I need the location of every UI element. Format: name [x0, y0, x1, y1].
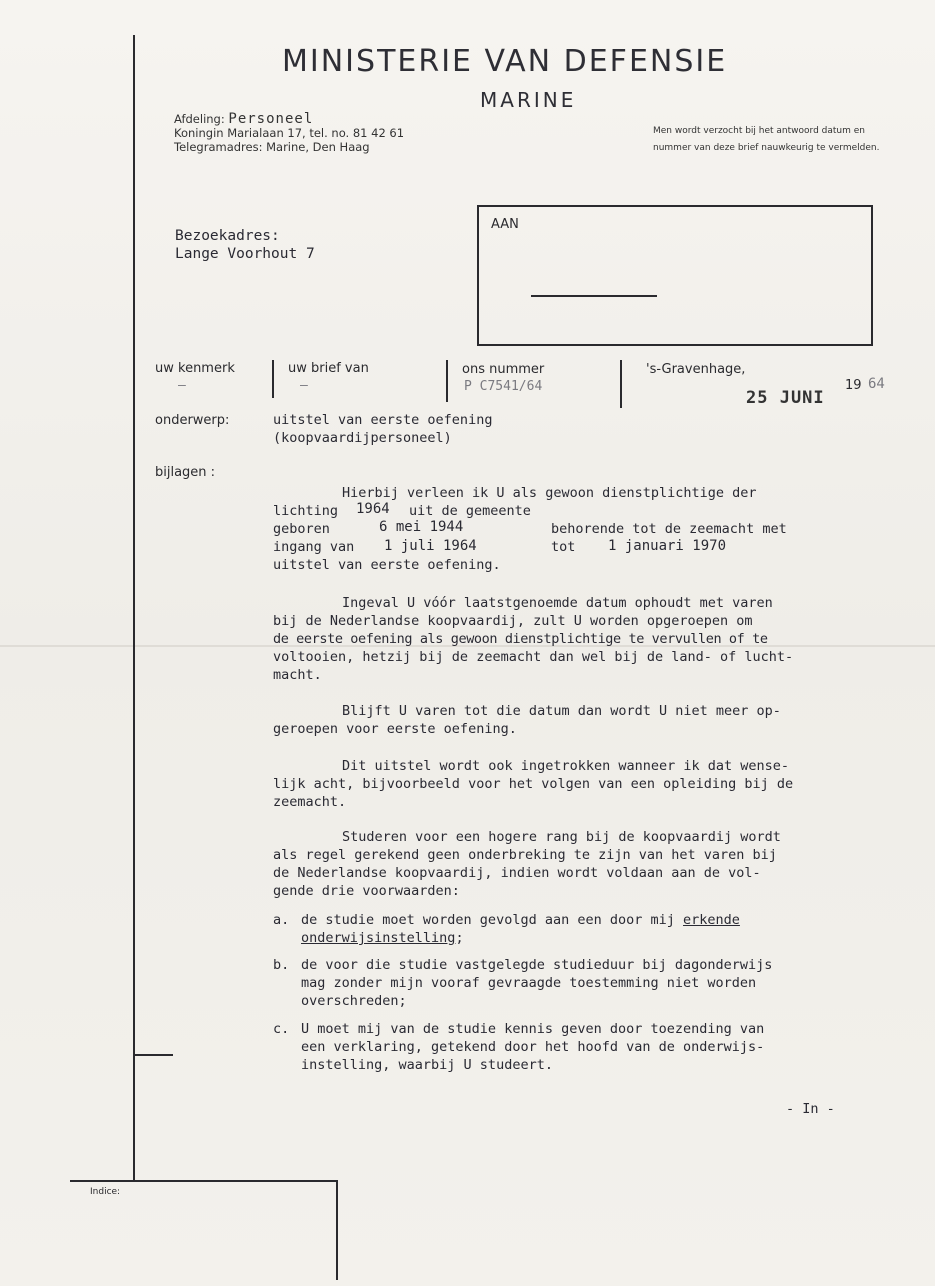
p2-line1: Ingeval U vóór laatstgenoemde datum ophoudt met varen — [342, 595, 773, 611]
place-label: 's-Gravenhage, — [646, 362, 746, 377]
uw-brief-label: uw brief van — [288, 361, 369, 376]
item-a-recognised: erkende — [683, 912, 740, 928]
item-a-line2 — [301, 929, 464, 947]
item-c-line2: een verklaring, getekend door het hoofd van de onderwijs- — [301, 1039, 765, 1055]
subject-line1: uitstel van eerste oefening — [273, 412, 493, 428]
p2-line3: de eerste oefening als gewoon dienstplichtige te vervullen of te — [273, 631, 768, 647]
item-c-marker: c. — [273, 1021, 290, 1037]
ministry-title: MINISTERIE VAN DEFENSIE — [282, 44, 728, 79]
ons-nummer-label: ons nummer — [462, 362, 545, 377]
p1-lichting-fill: 1964 — [356, 501, 390, 517]
item-a-line1 — [301, 911, 740, 929]
item-a-line1-text: de studie moet worden gevolgd aan een door mij — [301, 912, 675, 928]
p5-line1: Studeren voor een hogere rang bij de koopvaardij wordt — [342, 829, 781, 845]
department-value: Personeel — [228, 111, 314, 127]
ref-divider-3 — [620, 360, 622, 408]
department-line — [174, 111, 313, 127]
ref-divider-2 — [446, 360, 448, 402]
visit-address: Lange Voorhout 7 — [175, 246, 315, 262]
p1-end-date-fill: 1 januari 1970 — [608, 538, 727, 554]
p1-line2-a: lichting — [273, 503, 339, 519]
year-prefix: 19 — [845, 378, 862, 393]
p1-line1: Hierbij verleen ik U als gewoon dienstplichtige der — [342, 485, 757, 501]
p2-line5: macht. — [273, 667, 322, 683]
item-b-line1: de voor die studie vastgelegde studieduur bij dagonderwijs — [301, 957, 773, 973]
reply-note-line1: Men wordt verzocht bij het antwoord datum en — [653, 126, 865, 136]
p1-birthdate-fill: 6 mei 1944 — [379, 519, 464, 535]
p1-start-date-fill: 1 juli 1964 — [384, 538, 477, 554]
p1-line3-a: geboren — [273, 521, 330, 537]
item-a-marker: a. — [273, 912, 290, 928]
visit-address-label: Bezoekadres: — [175, 228, 280, 244]
date-stamp: 25 JUNI — [746, 388, 825, 408]
telegram-line: Telegramadres: Marine, Den Haag — [174, 140, 370, 154]
uw-kenmerk-label: uw kenmerk — [155, 361, 235, 376]
p5-line4: gende drie voorwaarden: — [273, 883, 460, 899]
subject-label: onderwerp: — [155, 413, 230, 428]
uw-brief-value: – — [300, 378, 308, 393]
addressee-redaction-line — [531, 295, 657, 297]
indice-label: Indice: — [90, 1187, 121, 1197]
item-b-line2: mag zonder mijn vooraf gevraagde toestemming niet worden — [301, 975, 757, 991]
left-margin-rule — [133, 35, 135, 1180]
address-line: Koningin Marialaan 17, tel. no. 81 42 61 — [174, 126, 405, 140]
addressee-label: AAN — [491, 217, 519, 232]
year-suffix: 64 — [868, 376, 885, 392]
p5-line3: de Nederlandse koopvaardij, indien wordt voldaan aan de vol- — [273, 865, 761, 881]
addressee-box — [477, 205, 873, 346]
margin-tick — [133, 1054, 173, 1056]
item-c-line1: U moet mij van de studie kennis geven door toezending van — [301, 1021, 765, 1037]
continued-marker: - In - — [786, 1101, 835, 1117]
attachments-label: bijlagen : — [155, 465, 216, 480]
p2-line2: bij de Nederlandse koopvaardij, zult U worden opgeroepen om — [273, 613, 753, 629]
p1-line5: uitstel van eerste oefening. — [273, 557, 501, 573]
p1-line3-b: behorende tot de zeemacht met — [551, 521, 787, 537]
item-a-institution: onderwijsinstelling — [301, 930, 456, 946]
reply-note-line2: nummer van deze brief nauwkeurig te vermelden. — [653, 143, 880, 153]
p4-line3: zeemacht. — [273, 794, 347, 810]
item-a-line2-end: ; — [455, 930, 464, 946]
uw-kenmerk-value: – — [178, 378, 186, 393]
footer-divider — [336, 1180, 338, 1280]
p2-line4: voltooien, hetzij bij de zeemacht dan wel bij de land- of lucht- — [273, 649, 794, 665]
p3-line1: Blijft U varen tot die datum dan wordt U niet meer op- — [342, 703, 781, 719]
ref-divider-1 — [272, 360, 274, 398]
p4-line2: lijk acht, bijvoorbeeld voor het volgen van een opleiding bij de — [273, 776, 794, 792]
ministry-subtitle: MARINE — [480, 88, 577, 112]
subject-line2: (koopvaardijpersoneel) — [273, 430, 452, 446]
p4-line1: Dit uitstel wordt ook ingetrokken wanneer ik dat wense- — [342, 758, 790, 774]
p5-line2: als regel gerekend geen onderbreking te zijn van het varen bij — [273, 847, 777, 863]
department-label: Afdeling: — [174, 112, 225, 126]
item-b-marker: b. — [273, 957, 290, 973]
p1-line4-a: ingang van — [273, 539, 355, 555]
p1-line2-b: uit de gemeente — [409, 503, 531, 519]
ons-nummer-value: P C7541/64 — [464, 379, 543, 394]
footer-rule — [70, 1180, 338, 1182]
p3-line2: geroepen voor eerste oefening. — [273, 721, 517, 737]
p1-line4-b: tot — [551, 539, 576, 555]
item-b-line3: overschreden; — [301, 993, 407, 1009]
item-c-line3: instelling, waarbij U studeert. — [301, 1057, 553, 1073]
